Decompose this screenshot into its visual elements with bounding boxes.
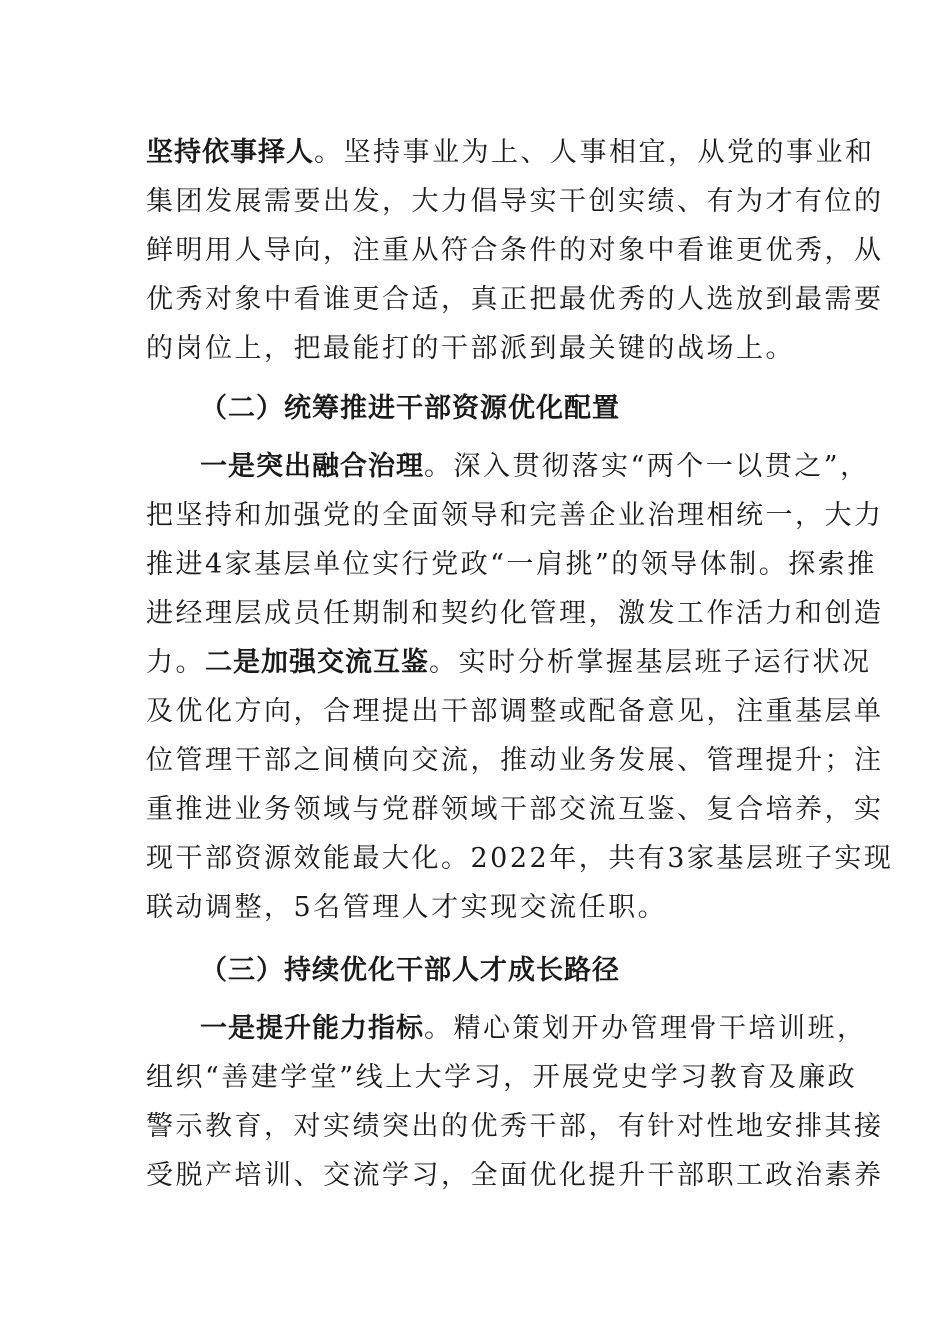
- section-heading: （三）持续优化干部人才成长路径: [200, 955, 620, 986]
- paragraph-line: [146, 643, 872, 683]
- paragraph-line: 的岗位上，把最能打的干部派到最关键的战场上。: [146, 333, 795, 364]
- text-run: 。坚持事业为上、人事相宜，从党的事业和: [314, 137, 875, 168]
- bold-lead: 二是加强交流互鉴: [205, 647, 429, 678]
- text-run: 。实时分析掌握基层班子运行状况: [429, 647, 872, 678]
- bold-lead: 一是提升能力指标: [200, 1013, 424, 1044]
- text-run: 力。: [146, 647, 205, 678]
- paragraph-line: 鲜明用人导向，注重从符合条件的对象中看谁更优秀，从: [146, 235, 884, 266]
- paragraph-line: 位管理干部之间横向交流，推动业务发展、管理提升；注: [146, 745, 884, 776]
- paragraph-line: [200, 1009, 867, 1049]
- text-run: 。深入贯彻落实“两个一以贯之”，: [424, 451, 870, 482]
- paragraph-line: 及优化方向，合理提出干部调整或配备意见，注重基层单: [146, 696, 884, 727]
- section-heading: （二）统筹推进干部资源优化配置: [200, 393, 620, 424]
- paragraph-line: 联动调整，5名管理人才实现交流任职。: [146, 892, 668, 923]
- bold-lead: 一是突出融合治理: [200, 451, 424, 482]
- paragraph-line: 推进4家基层单位实行党政“一肩挑”的领导体制。探索推: [146, 549, 877, 580]
- paragraph-line: 组织“善建学堂”线上大学习，开展党史学习教育及廉政: [146, 1062, 858, 1093]
- paragraph-line: [146, 133, 875, 173]
- paragraph-line: 集团发展需要出发，大力倡导实干创实绩、有为才有位的: [146, 186, 884, 217]
- paragraph-line: 现干部资源效能最大化。2022年，共有3家基层班子实现: [146, 843, 894, 874]
- paragraph-line: 进经理层成员任期制和契约化管理，激发工作活力和创造: [146, 598, 884, 629]
- bold-lead: 坚持依事择人: [146, 137, 314, 168]
- text-run: 。精心策划开办管理骨干培训班，: [424, 1013, 867, 1044]
- paragraph-line: 重推进业务领域与党群领域干部交流互鉴、复合培养，实: [146, 794, 884, 825]
- paragraph-line: 受脱产培训、交流学习，全面优化提升干部职工政治素养: [146, 1160, 884, 1191]
- paragraph-line: 优秀对象中看谁更合适，真正把最优秀的人选放到最需要: [146, 284, 884, 315]
- paragraph-line: 把坚持和加强党的全面领导和完善企业治理相统一，大力: [146, 500, 884, 531]
- paragraph-line: [200, 447, 870, 487]
- paragraph-line: 警示教育，对实绩突出的优秀干部，有针对性地安排其接: [146, 1111, 884, 1142]
